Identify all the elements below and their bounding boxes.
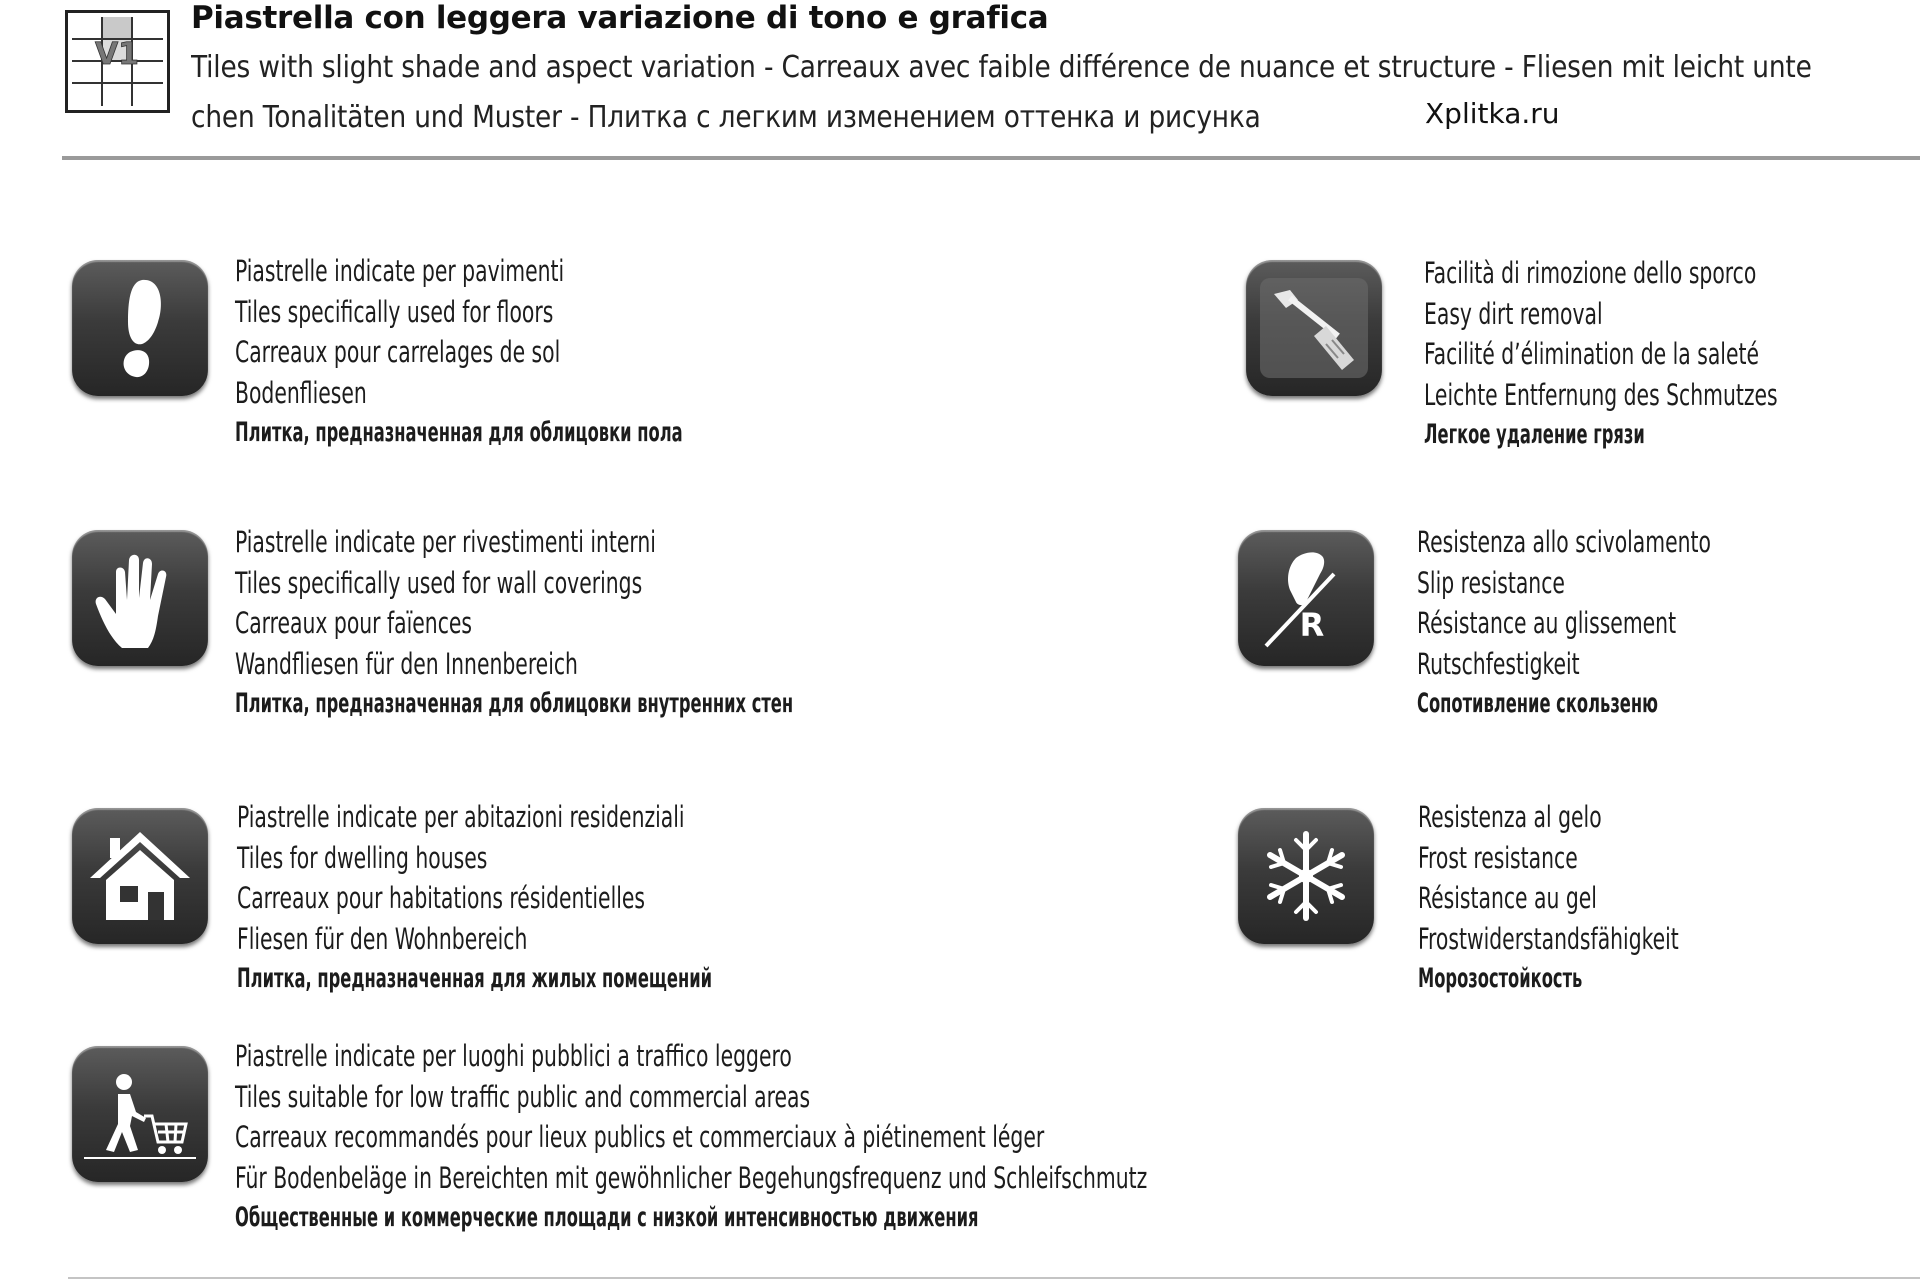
feature-line: Leichte Entfernung des Schmutzes	[1424, 377, 1778, 412]
feature-line: Resistenza al gelo	[1418, 800, 1602, 834]
feature-line: Tiles specifically used for wall coverings	[235, 565, 643, 600]
feature-line: Carreaux pour habitations résidentielles	[237, 881, 646, 915]
feature-line: Плитка, предназначенная для облицовки пола	[235, 417, 683, 448]
feature-line: Общественные и коммерческие площади с низкой интенсивностью движения	[235, 1202, 979, 1233]
mop-cleaning-icon	[1246, 260, 1382, 396]
feature-line: Rutschfestigkeit	[1417, 646, 1580, 681]
v1-variation-icon	[65, 10, 170, 113]
feature-line: Легкое удаление грязи	[1424, 419, 1645, 450]
feature-line: Slip resistance	[1417, 565, 1565, 600]
subtitle-line-2: chen Tonalitäten und Muster - Плитка с легким изменением оттенка и рисунка	[191, 100, 1261, 135]
feature-line: Плитка, предназначенная для облицовки внутренних стен	[235, 688, 794, 719]
feature-line: Tiles for dwelling houses	[237, 840, 488, 875]
feature-line: Piastrelle indicate per pavimenti	[235, 254, 565, 288]
feature-line: Résistance au gel	[1418, 881, 1597, 915]
feature-line: Морозостойкость	[1418, 963, 1583, 994]
feature-line: Piastrelle indicate per rivestimenti interni	[235, 525, 656, 559]
feature-houses-text	[237, 797, 789, 1000]
bottom-divider	[68, 1277, 1920, 1279]
header-divider	[62, 156, 1920, 160]
feature-line: Сопотивление скользеню	[1417, 688, 1658, 719]
subtitle-line-1: Tiles with slight shade and aspect variation - Carreaux avec faible différence de nuance et structure - Fliesen mit leicht unte	[191, 50, 1812, 85]
feature-line: Wandfliesen für den Innenbereich	[235, 646, 578, 681]
feature-line: Плитка, предназначенная для жилых помещений	[237, 963, 713, 994]
feature-line: Resistenza allo scivolamento	[1417, 525, 1711, 559]
feature-slip-text	[1417, 522, 1711, 725]
feature-line: Tiles specifically used for floors	[235, 294, 554, 329]
feature-line: Facilità di rimozione dello sporco	[1424, 256, 1757, 290]
feature-line: Carreaux recommandés pour lieux publics et commerciaux à piétinement léger	[235, 1120, 1045, 1154]
watermark: Xplitka.ru	[1425, 97, 1560, 130]
snowflake-icon	[1238, 808, 1374, 944]
feature-line: Fliesen für den Wohnbereich	[237, 921, 528, 956]
feature-dirt-text	[1424, 253, 1778, 456]
feature-frost-text	[1418, 797, 1679, 1000]
feature-line: Bodenfliesen	[235, 375, 367, 410]
feature-walls-text	[235, 522, 884, 725]
feature-line: Für Bodenbeläge in Bereichten mit gewöhnlicher Begehungsfrequenz und Schleifschmutz	[235, 1160, 1148, 1195]
hand-icon	[72, 530, 208, 666]
house-icon	[72, 808, 208, 944]
feature-line: Facilité d’élimination de la saleté	[1424, 337, 1759, 371]
slip-icon-letter: R	[1299, 606, 1325, 644]
feature-public-text	[235, 1036, 1147, 1239]
shopping-cart-person-icon	[72, 1046, 208, 1182]
v1-icon-label: V1	[94, 37, 140, 72]
feature-line: Frostwiderstandsfähigkeit	[1418, 921, 1679, 956]
feature-line: Easy dirt removal	[1424, 296, 1603, 331]
footprint-icon	[72, 260, 208, 396]
feature-line: Frost resistance	[1418, 840, 1578, 875]
feature-line: Carreaux pour faïences	[235, 606, 473, 640]
feature-line: Piastrelle indicate per luoghi pubblici a traffico leggero	[235, 1039, 792, 1073]
feature-line: Piastrelle indicate per abitazioni residenziali	[237, 800, 685, 834]
feature-line: Résistance au glissement	[1417, 606, 1677, 640]
feature-line: Carreaux pour carrelages de sol	[235, 335, 561, 369]
feature-floors-text	[235, 251, 756, 454]
feature-line: Tiles suitable for low traffic public and commercial areas	[235, 1079, 811, 1114]
slip-resistance-icon	[1238, 530, 1374, 666]
page-title: Piastrella con leggera variazione di tono e grafica	[191, 0, 1049, 36]
